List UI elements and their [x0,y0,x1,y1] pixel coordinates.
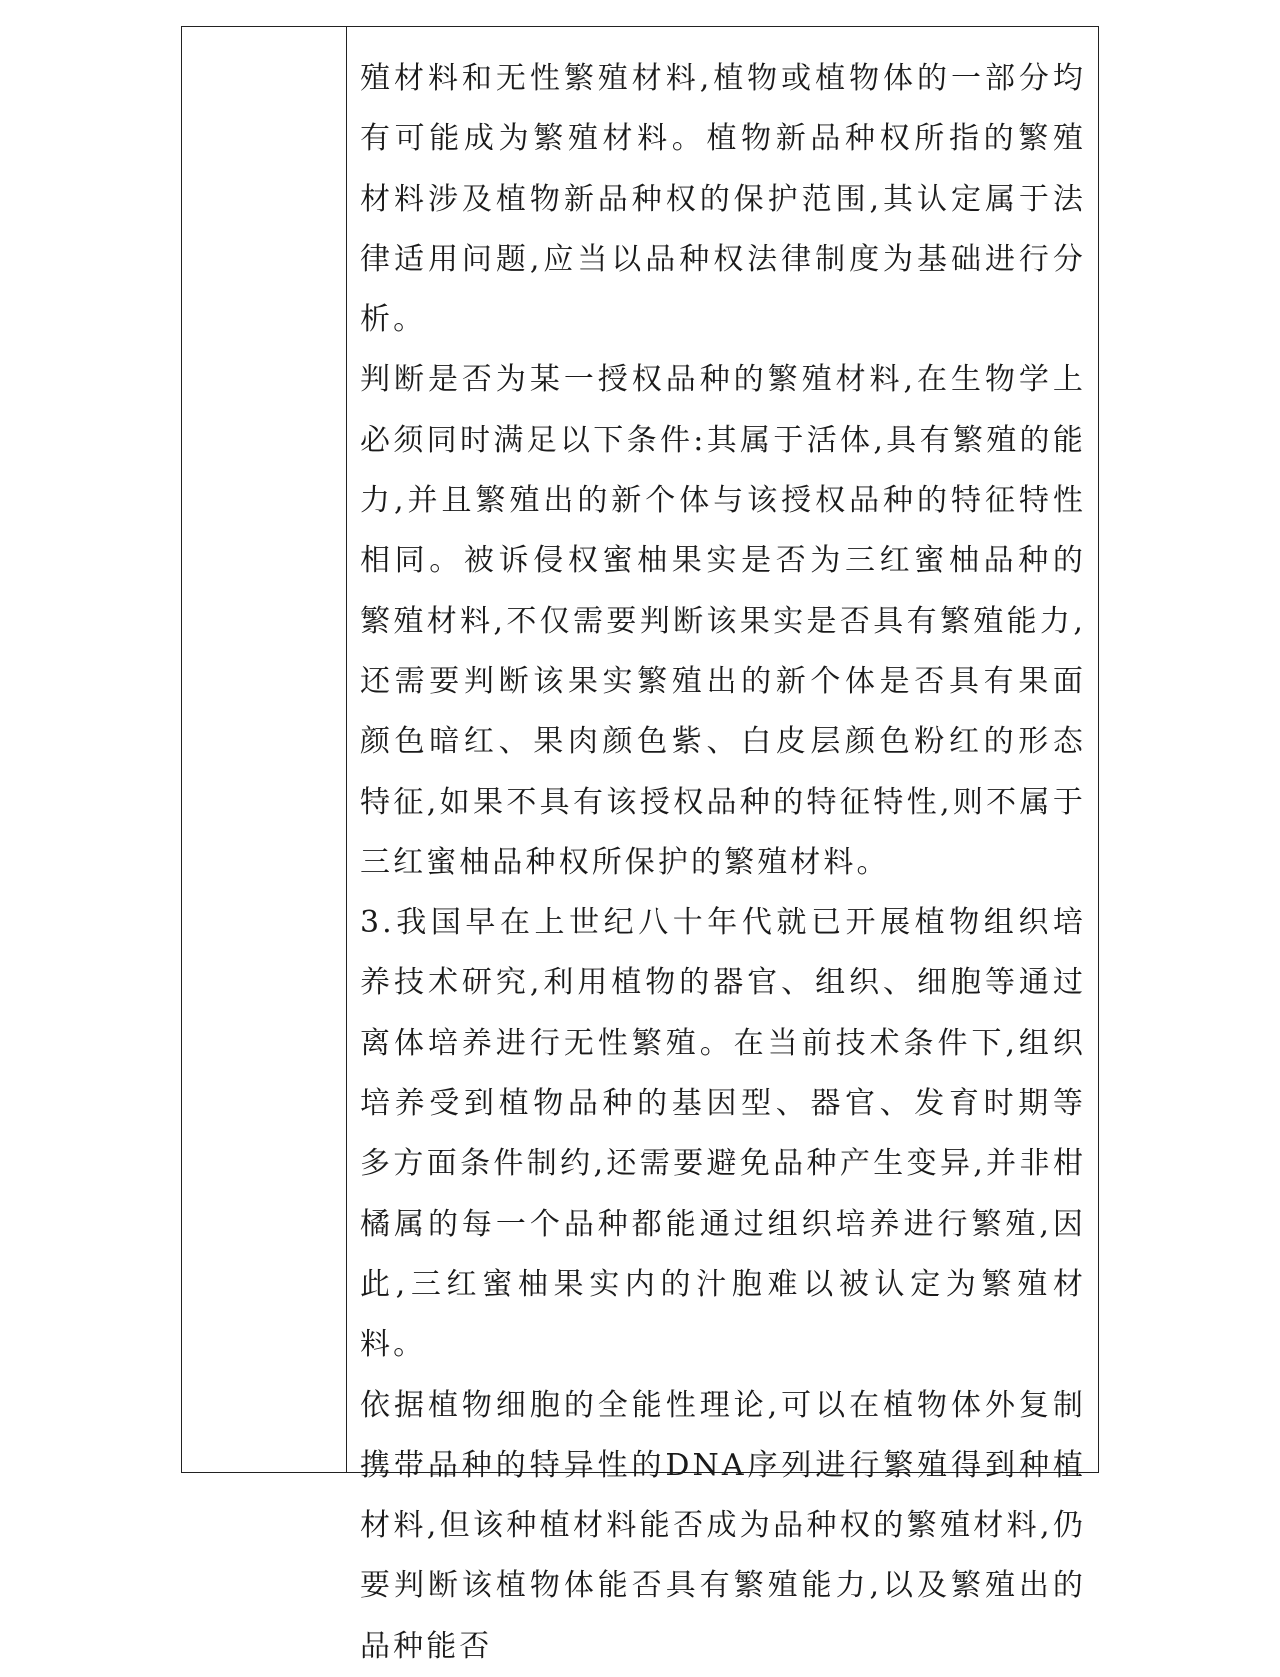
table-left-cell [182,27,347,1472]
paragraph-3: 3.我国早在上世纪八十年代就已开展植物组织培养技术研究,利用植物的器官、组织、细胞等通过离体培养进行无性繁殖。在当前技术条件下,组织培养受到植物品种的基因型、器官、发育时期等多方面条件制约,还需要避免品种产生变异,并非柑橘属的每一个品种都能通过组织培养进行繁殖,因此,三红蜜柚果实内的汁胞难以被认定为繁殖材料。 [360,905,1086,1363]
paragraph-2: 判断是否为某一授权品种的繁殖材料,在生物学上必须同时满足以下条件:其属于活体,具有繁殖的能力,并且繁殖出的新个体与该授权品种的特征特性相同。被诉侵权蜜柚果实是否为三红蜜柚品种的繁殖材料,不仅需要判断该果实是否具有繁殖能力,还需要判断该果实繁殖出的新个体是否具有果面颜色暗红、果肉颜色紫、白皮层颜色粉红的形态特征,如果不具有该授权品种的特征特性,则不属于三红蜜柚品种权所保护的繁殖材料。 [360,362,1086,880]
document-table [181,26,1099,1664]
table-content-cell [347,27,1098,1664]
paragraph-4: 依据植物细胞的全能性理论,可以在植物体外复制携带品种的特异性的DNA序列进行繁殖得到种植材料,但该种植材料能否成为品种权的繁殖材料,仍要判断该植物体能否具有繁殖能力,以及繁殖出的品种能否 [360,1387,1086,1664]
paragraph-1: 殖材料和无性繁殖材料,植物或植物体的一部分均有可能成为繁殖材料。植物新品种权所指的繁殖材料涉及植物新品种权的保护范围,其认定属于法律适用问题,应当以品种权法律制度为基础进行分析。 [360,61,1086,338]
